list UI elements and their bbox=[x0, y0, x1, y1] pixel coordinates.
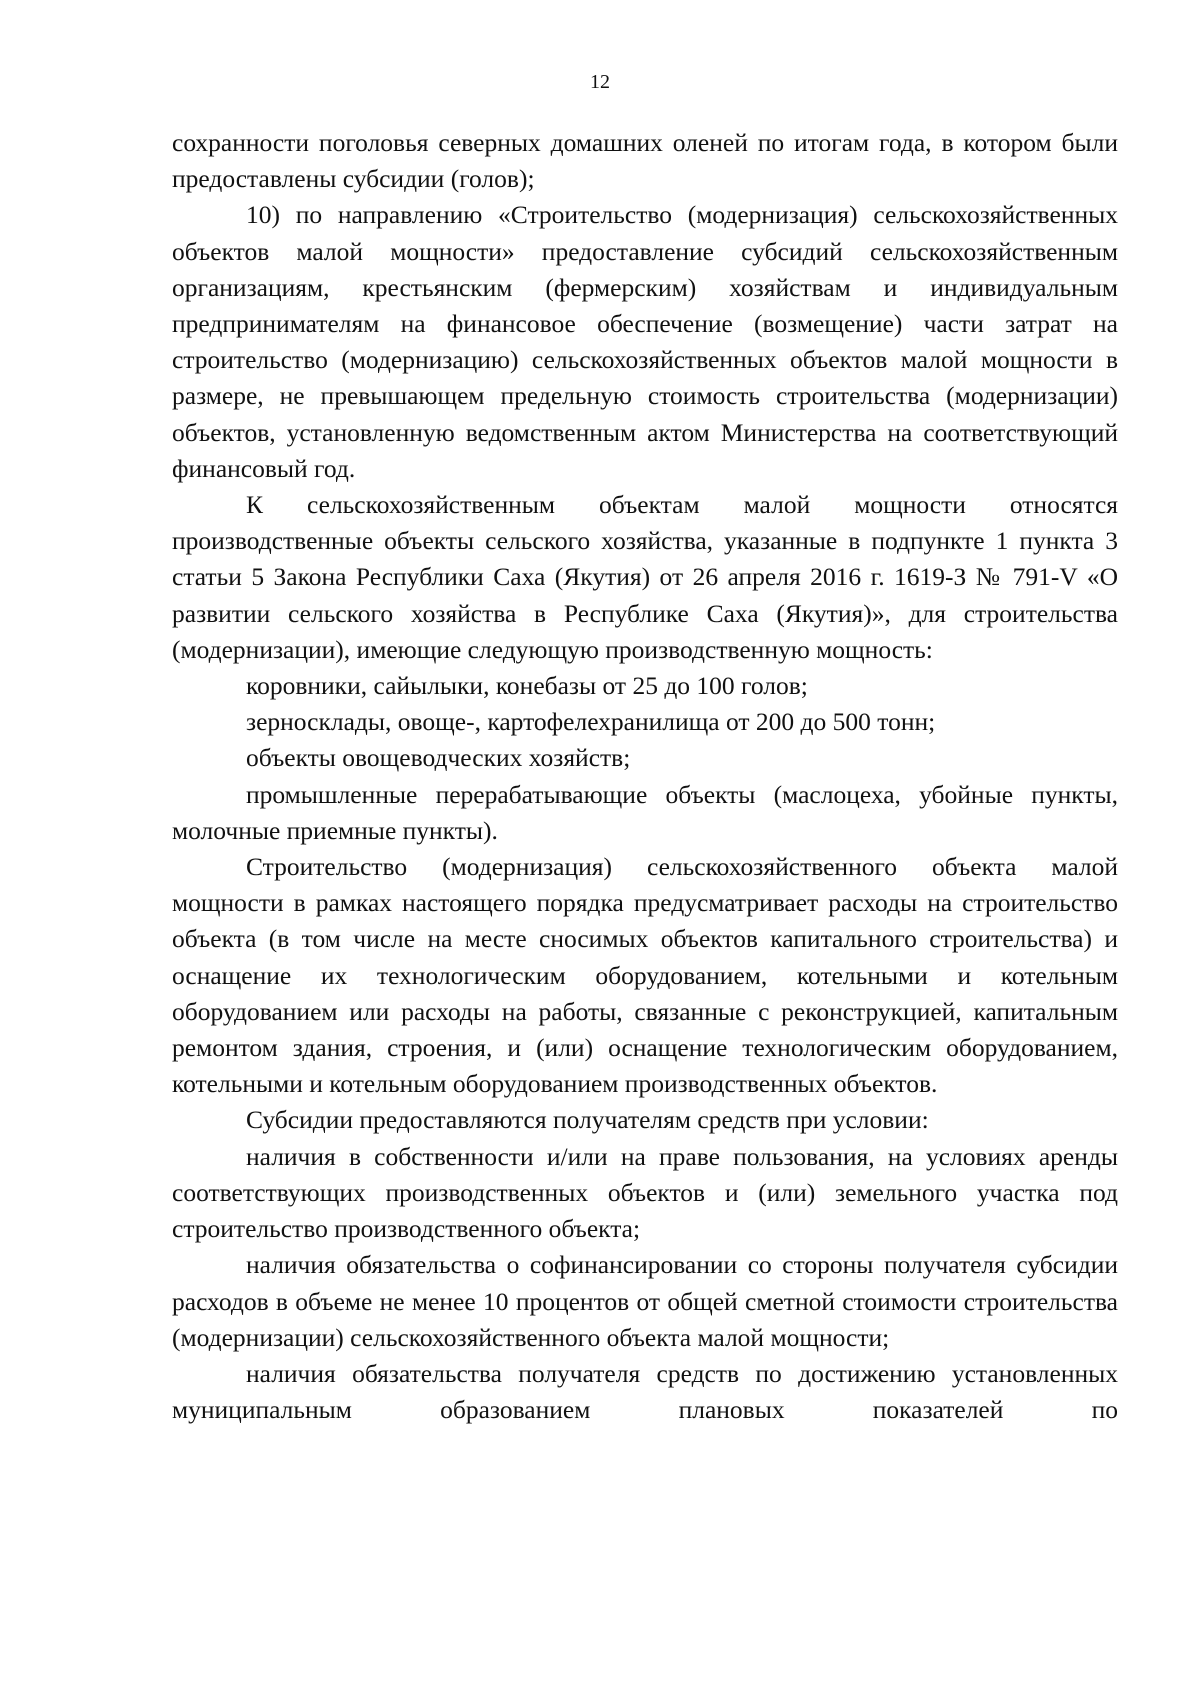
paragraph: 10) по направлению «Строительство (модернизация) сельскохозяйственных объектов малой мощности» предоставление субсидий сельскохозяйственным организациям, крестьянским (фермерским) хозяйствам и индивидуальным предпринимателям на финансовое обеспечение (возмещение) части затрат на строительство (модернизацию) сельскохозяйственных объектов малой мощности в размере, не превышающем предельную стоимость строительства (модернизации) объектов, установленную ведомственным актом Министерства на соответствующий финансовый год. bbox=[172, 200, 1118, 483]
page-number: 12 bbox=[590, 71, 610, 93]
paragraph: Строительство (модернизация) сельскохозяйственного объекта малой мощности в рамках настоящего порядка предусматривает расходы на строительство объекта (в том числе на месте сносимых объектов капитального строительства) и оснащение их технологическим оборудованием, котельными и котельным оборудованием или расходы на работы, связанные с реконструкцией, капитальным ремонтом здания, строения, и (или) оснащение технологическим оборудованием, котельными и котельным оборудованием производственных объектов. bbox=[172, 852, 1118, 1099]
list-item: зерносклады, овоще-, картофелехранилища от 200 до 500 тонн; bbox=[246, 707, 936, 737]
list-item: объекты овощеводческих хозяйств; bbox=[246, 743, 631, 773]
list-item: наличия в собственности и/или на праве пользования, на условиях аренды соответствующих производственных объектов и (или) земельного участка под строительство производственного объекта; bbox=[172, 1141, 1118, 1244]
paragraph: сохранности поголовья северных домашних оленей по итогам года, в котором были предоставлены субсидии (голов); bbox=[172, 128, 1118, 194]
list-item: коровники, сайылыки, конебазы от 25 до 100 голов; bbox=[246, 671, 808, 701]
paragraph: Субсидии предоставляются получателям средств при условии: bbox=[246, 1105, 929, 1135]
list-item: наличия обязательства получателя средств по достижению установленных муниципальным образованием плановых показателей по bbox=[172, 1358, 1118, 1425]
list-item: промышленные перерабатывающие объекты (маслоцеха, убойные пункты, молочные приемные пункты). bbox=[172, 779, 1118, 845]
document-body bbox=[172, 125, 1118, 1428]
list-item: наличия обязательства о софинансировании со стороны получателя субсидии расходов в объеме не менее 10 процентов от общей сметной стоимости строительства (модернизации) сельскохозяйственного объекта малой мощности; bbox=[172, 1250, 1118, 1352]
paragraph: К сельскохозяйственным объектам малой мощности относятся производственные объекты сельского хозяйства, указанные в подпункте 1 пункта 3 статьи 5 Закона Республики Саха (Якутия) от 26 апреля 2016 г. 1619-З № 791-V «О развитии сельского хозяйства в Республике Саха (Якутия)», для строительства (модернизации), имеющие следующую производственную мощность: bbox=[172, 490, 1118, 664]
